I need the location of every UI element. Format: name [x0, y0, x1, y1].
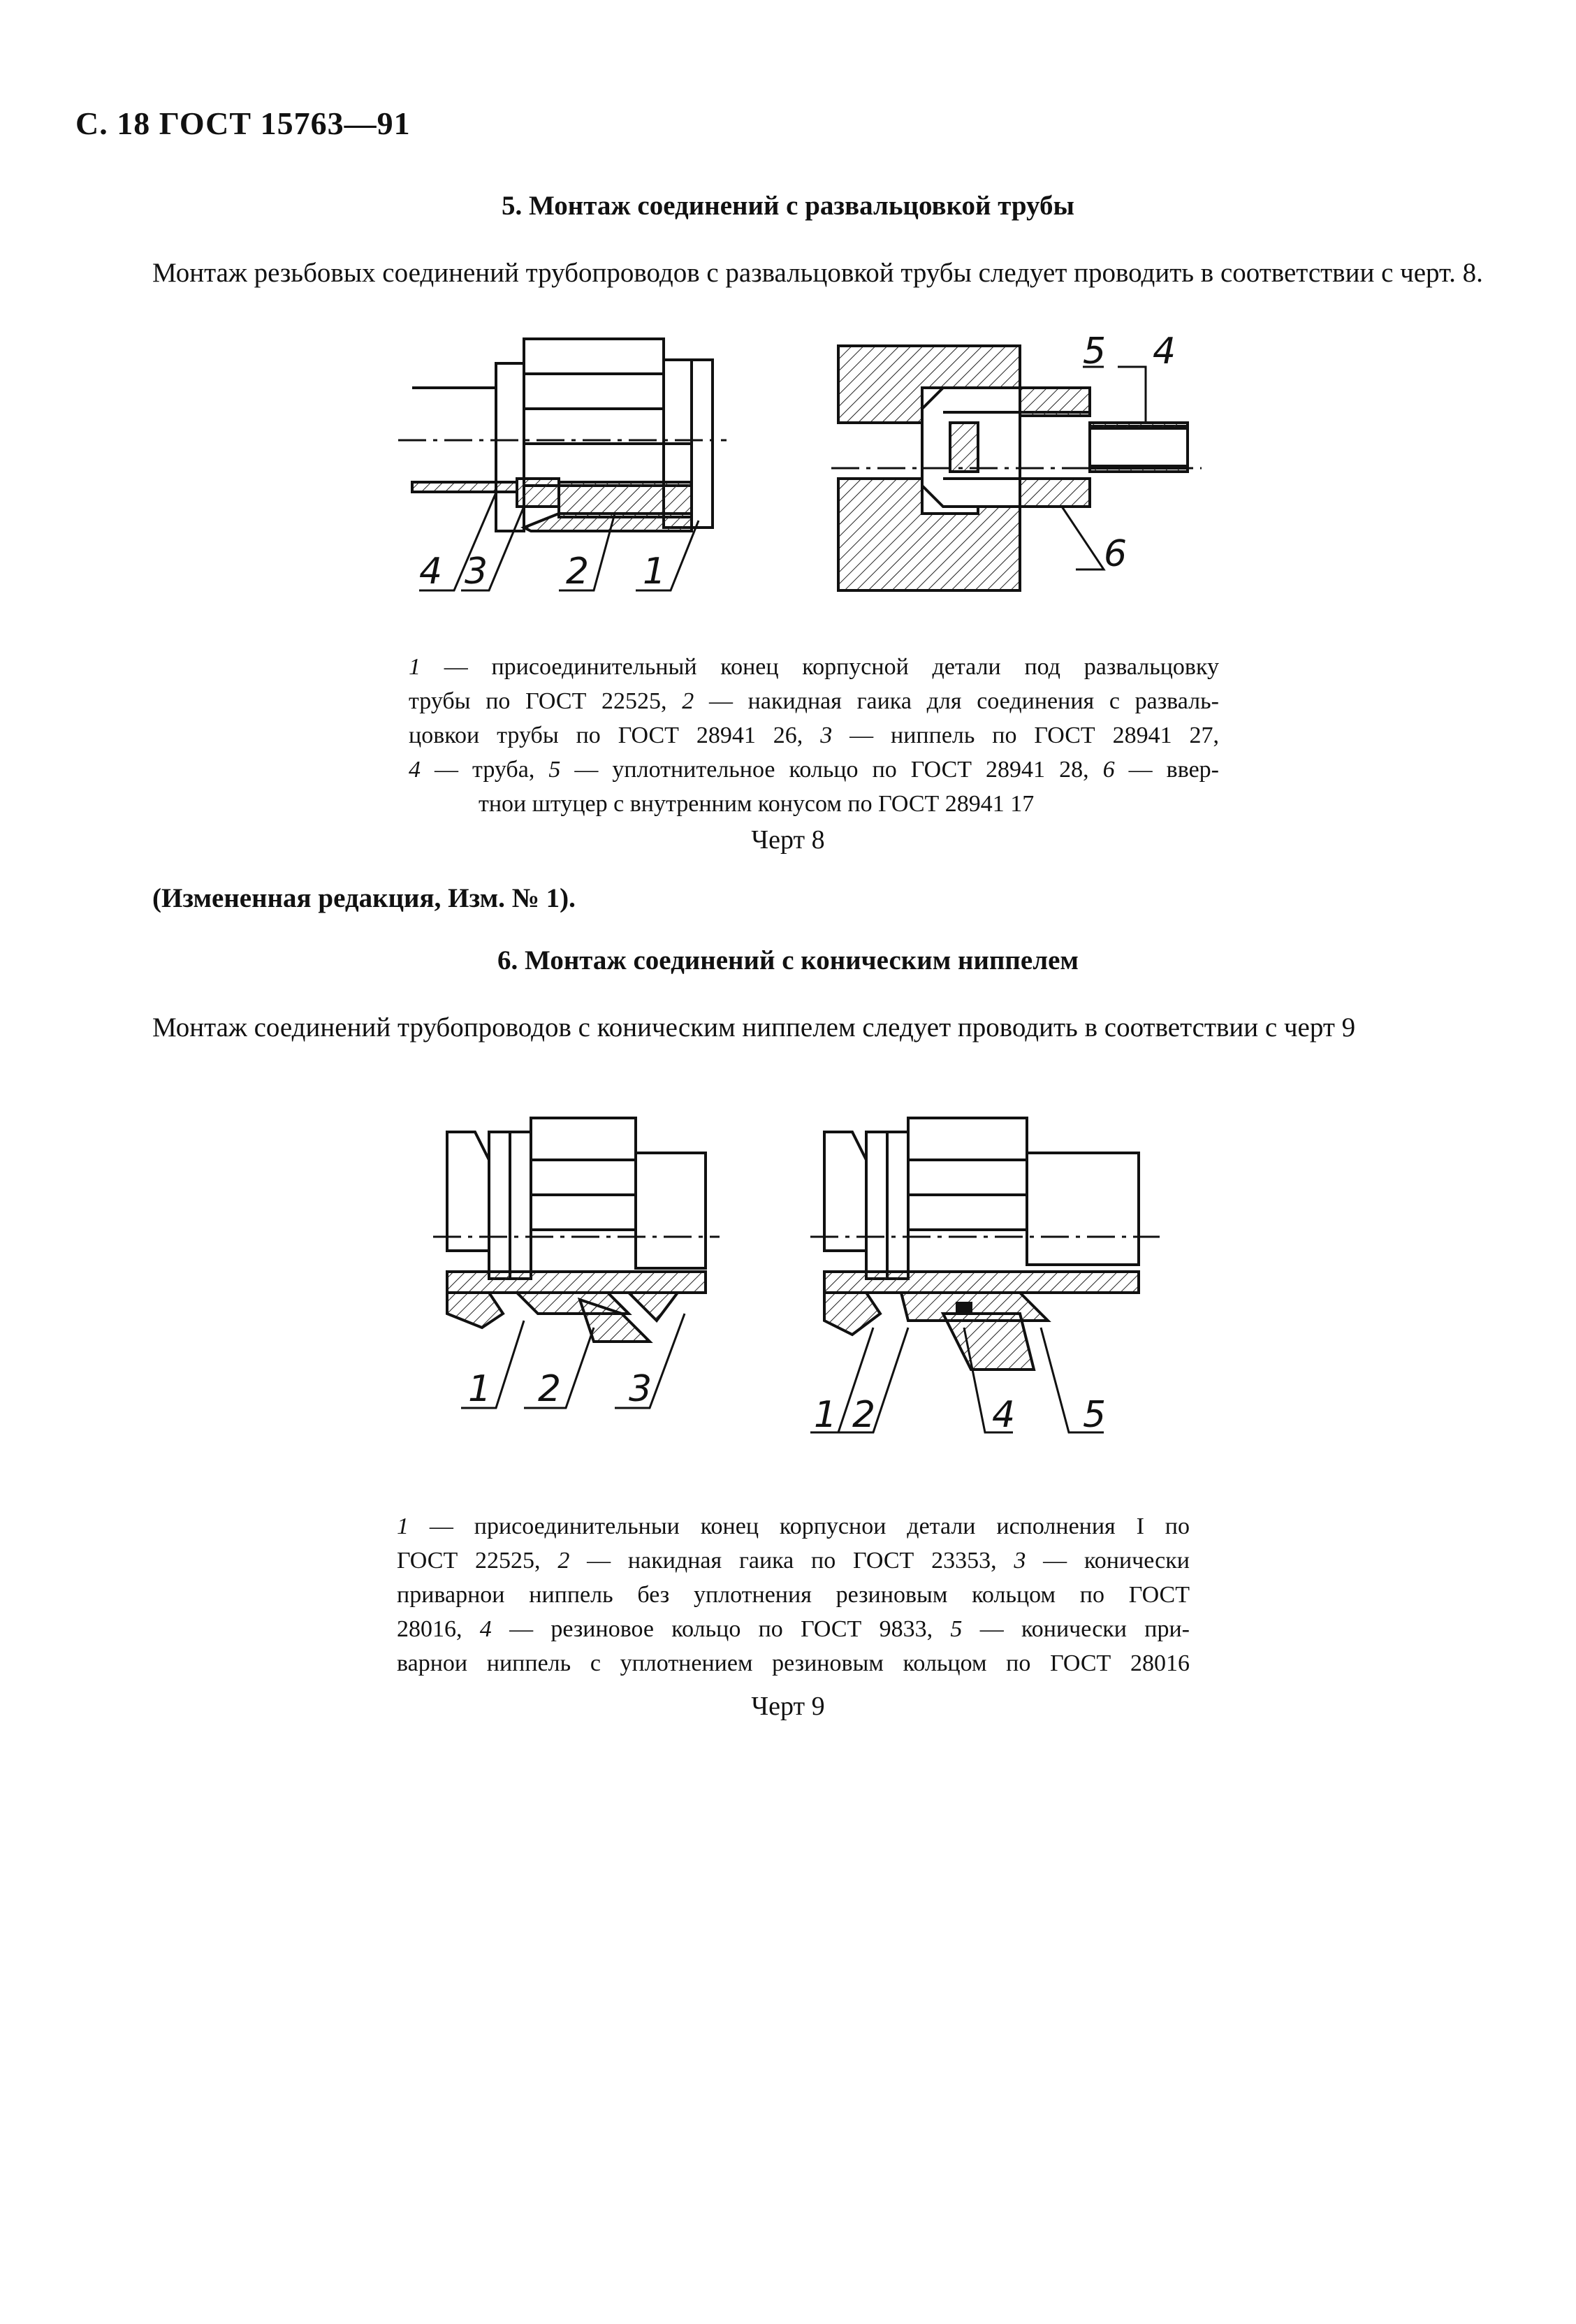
figure-8-label-6: 6 [1104, 533, 1128, 575]
figure-8-label-4: 4 [419, 551, 443, 593]
caption-text: варнои ниппель с уплотнением резиновым кольцом по ГОСТ 28016 [397, 1650, 1190, 1676]
section-5-title: 5. Монтаж соединений с развальцовкой трубы [502, 191, 1074, 221]
figure-9-label-1b: 1 [814, 1394, 838, 1436]
figure-9-caption [397, 1509, 1190, 1680]
caption-text: — ниппель по ГОСТ 28941 27, [832, 722, 1219, 748]
caption-text: ГОСТ 22525, [397, 1548, 558, 1574]
caption-num: 2 [682, 688, 694, 714]
caption-num: 3 [820, 722, 833, 748]
figure-9-label-2b: 2 [852, 1394, 876, 1436]
amendment-note: (Измененная редакция, Изм. № 1). [152, 883, 576, 913]
figure-8-label: Черт 8 [751, 825, 825, 855]
figure-9-left-assembly [447, 1118, 706, 1342]
figure-9-label-4: 4 [992, 1394, 1016, 1436]
caption-num: 6 [1102, 757, 1115, 783]
caption-num: 3 [1014, 1548, 1026, 1574]
caption-text: цовкои трубы по ГОСТ 28941 26, [409, 722, 821, 748]
caption-text: — присоединительный конец корпусной детали под развальцовку [421, 654, 1219, 680]
caption-text: — присоединительныи конец корпуснои детали исполнения I по [409, 1513, 1190, 1539]
figure-9-label-3: 3 [629, 1368, 652, 1410]
section-5-text: Монтаж резьбовых соединений трубопроводов с развальцовкой трубы следует проводить в соответствии с черт. 8. [152, 258, 1483, 288]
section-6-title: 6. Монтаж соединений с коническим ниппелем [497, 945, 1079, 975]
caption-text: тнои штуцер с внутренним конусом по ГОСТ 28941 17 [479, 791, 1035, 817]
caption-text: 28016, [397, 1616, 480, 1642]
caption-text: — резиновое кольцо по ГОСТ 9833, [491, 1616, 951, 1642]
caption-text: — ввер- [1114, 757, 1219, 783]
caption-text: — накидная гаика по ГОСТ 23353, [569, 1548, 1014, 1574]
caption-text: — труба, [421, 757, 549, 783]
figure-8-label-1: 1 [643, 551, 666, 593]
figure-9-drawing [419, 1104, 1188, 1453]
figure-9-label: Черт 9 [751, 1692, 825, 1721]
caption-num: 4 [409, 757, 421, 783]
figure-8-label-3: 3 [465, 551, 488, 593]
caption-text: приварнои ниппель без уплотнения резиновым кольцом по ГОСТ [397, 1582, 1190, 1608]
caption-num: 1 [397, 1513, 409, 1539]
figure-8-label-5: 5 [1083, 332, 1107, 372]
caption-text: — накидная гаика для соединения с разваль- [694, 688, 1219, 714]
figure-8-left-assembly [412, 339, 713, 531]
figure-9-label-5: 5 [1083, 1394, 1107, 1436]
caption-text: трубы по ГОСТ 22525, [409, 688, 683, 714]
caption-num: 1 [409, 654, 421, 680]
figure-8-label-4b: 4 [1153, 332, 1176, 372]
section-6-text: Монтаж соединений трубопроводов с коническим ниппелем следует проводить в соответствии с черт 9 [152, 1012, 1356, 1043]
caption-num: 5 [950, 1616, 963, 1642]
figure-8-caption [409, 650, 1219, 821]
caption-text: — уплотнительное кольцо по ГОСТ 28941 28, [560, 757, 1103, 783]
figure-8-label-2: 2 [566, 551, 590, 593]
figure-9-label-1: 1 [468, 1368, 492, 1410]
caption-text: — конически при- [962, 1616, 1190, 1642]
caption-text: — конически [1026, 1548, 1190, 1574]
page-header: С. 18 ГОСТ 15763—91 [75, 106, 411, 141]
caption-num: 5 [548, 757, 561, 783]
caption-num: 2 [557, 1548, 570, 1574]
figure-9-label-2: 2 [538, 1368, 562, 1410]
caption-num: 4 [479, 1616, 492, 1642]
figure-8-drawing [391, 332, 1202, 611]
